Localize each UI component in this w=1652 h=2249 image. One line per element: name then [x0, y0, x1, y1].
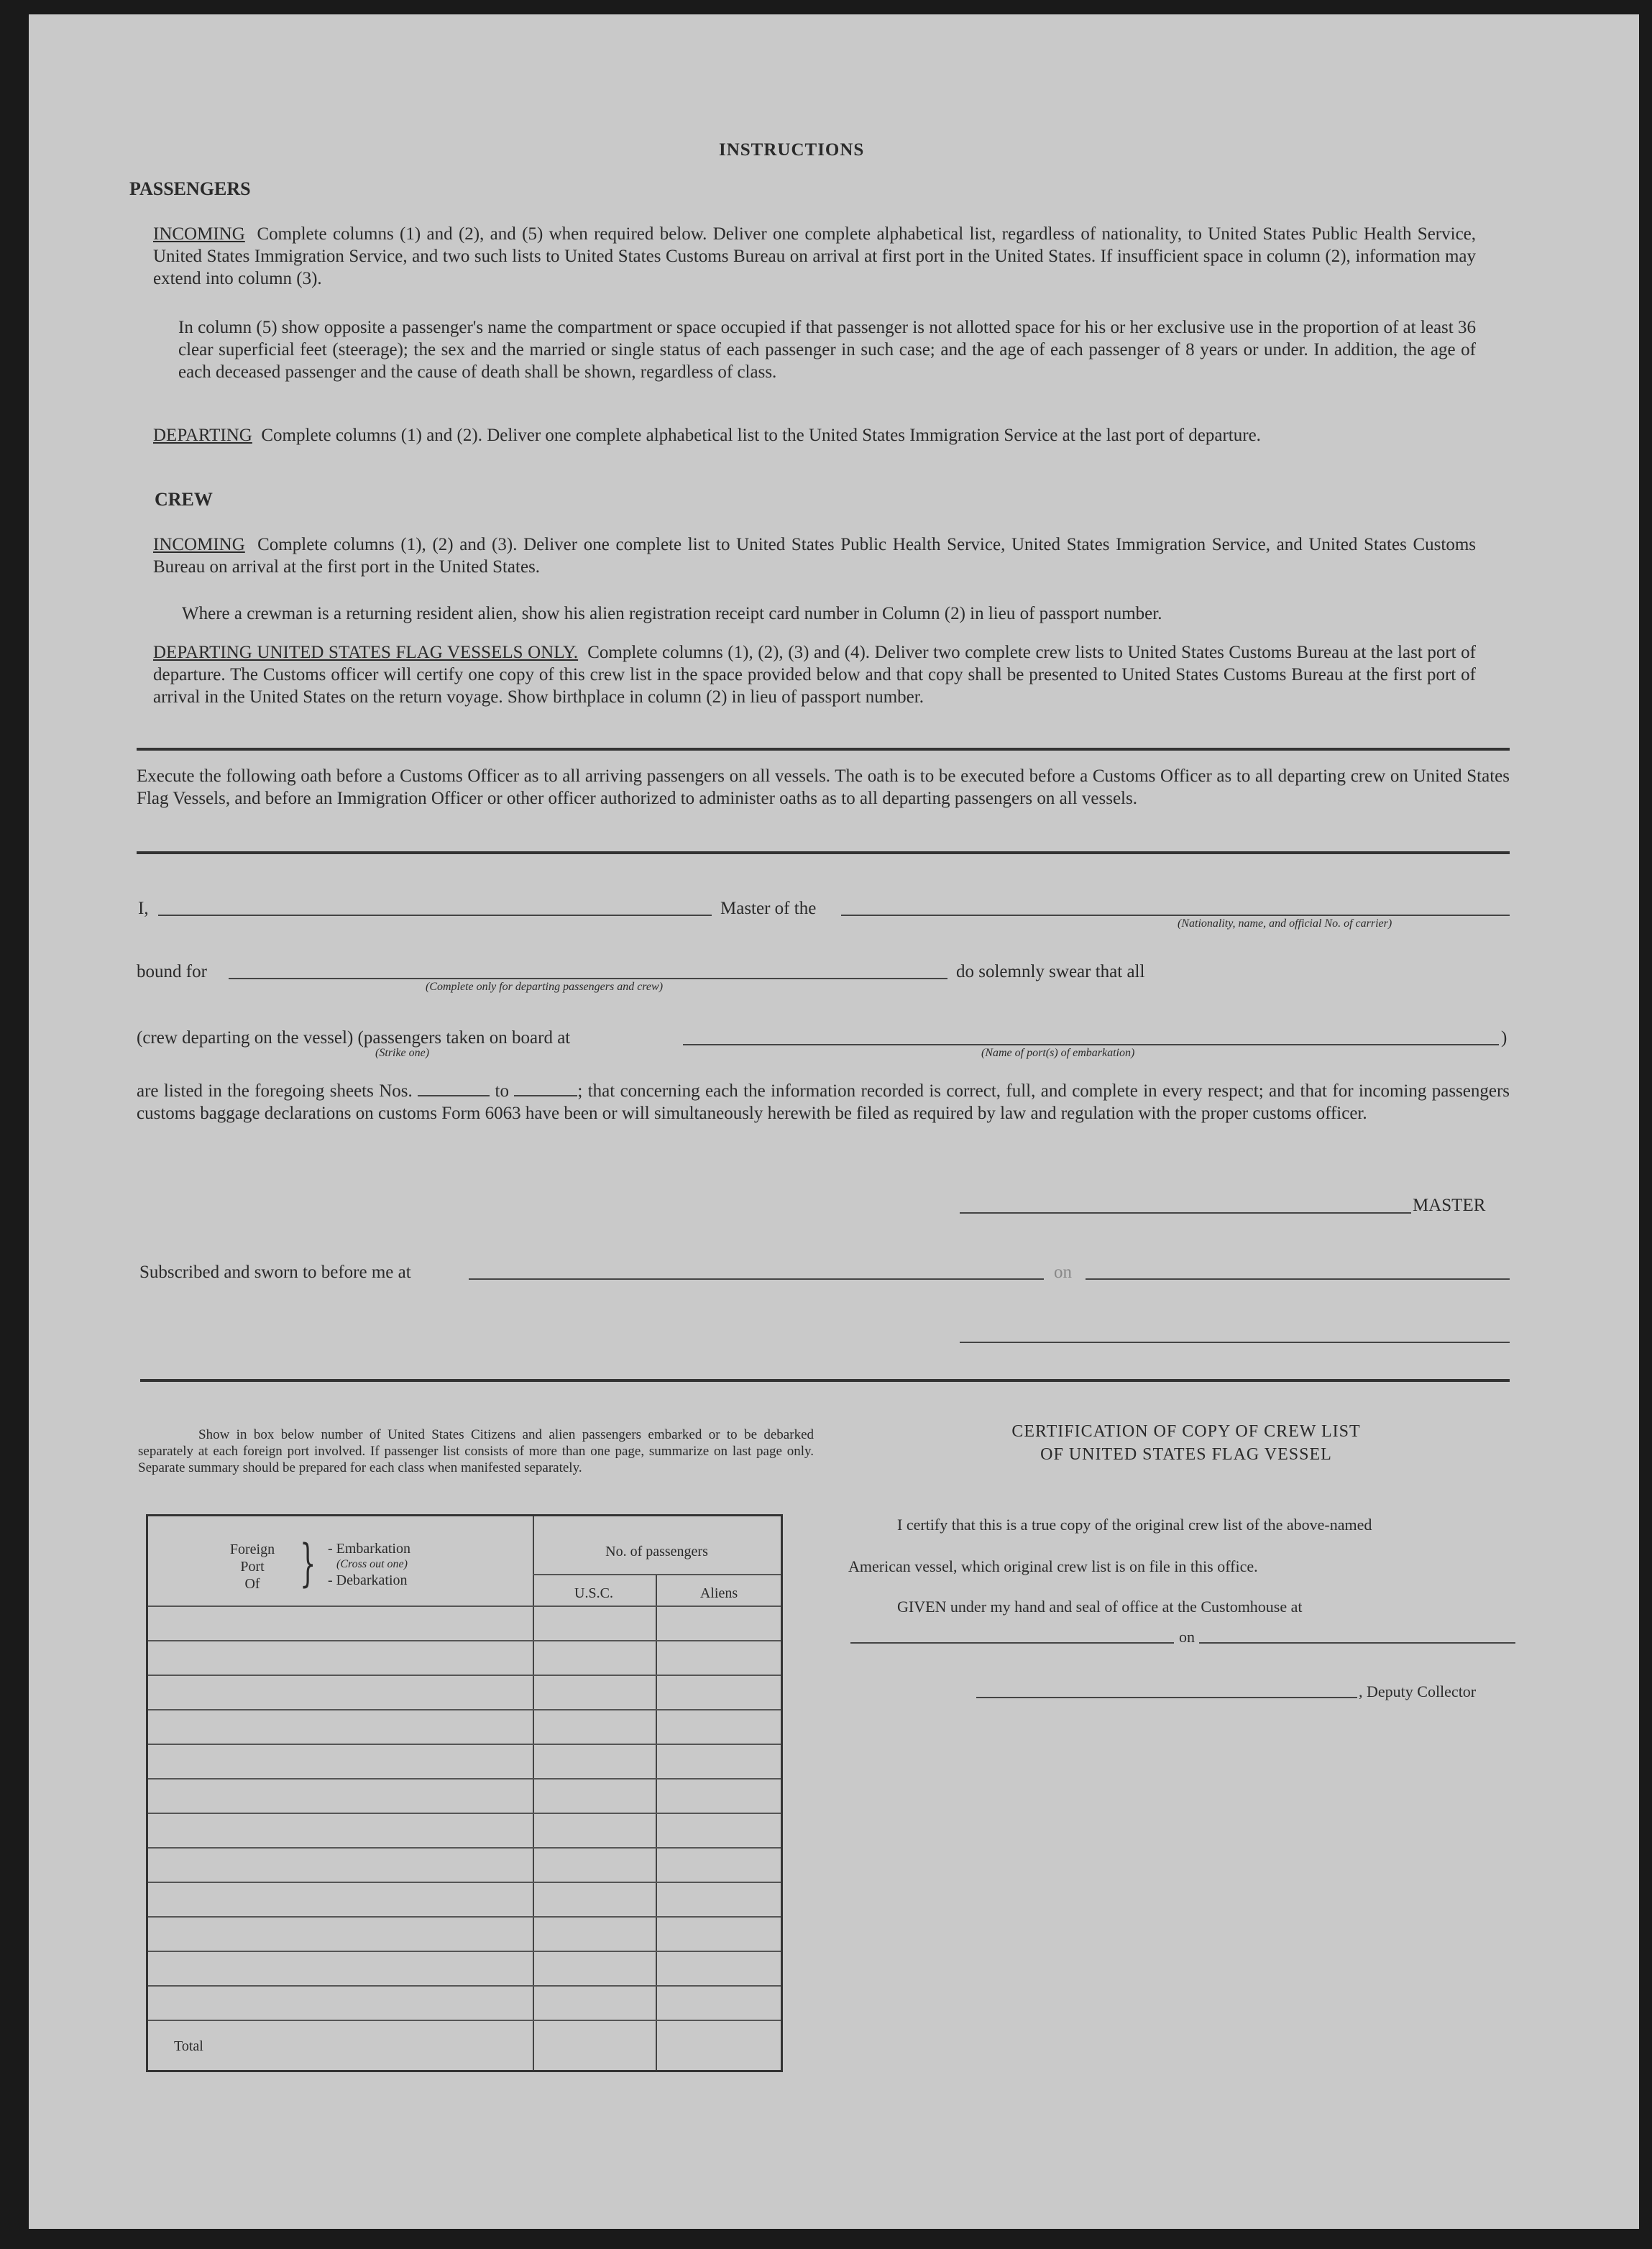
listed-paragraph [137, 1080, 1510, 1124]
subscribed-place-field[interactable] [469, 1278, 1044, 1280]
table-subheader-line [533, 1574, 781, 1575]
sheets-from-field[interactable] [418, 1082, 490, 1096]
table-row-line [148, 1744, 781, 1745]
crew-incoming-label: INCOMING [153, 535, 245, 554]
crew-incoming-text: Complete columns (1), (2) and (3). Deliver one complete list to United States Public Health Service, United States Immigration Service, and United States Customs Bureau on arrival at the first port in the United States. [153, 535, 1477, 577]
certification-on-label: on [1179, 1628, 1195, 1646]
table-header-line [148, 1606, 781, 1607]
listed-text-b: ; that concerning each the information recorded is correct, full, and complete in every respect; and that for incoming passengers customs baggage declarations on customs Form 6063 have been or will simultaneously herewith be filed as required by law and regulation with the proper customs officer. [137, 1081, 1510, 1123]
listed-to: to [495, 1081, 509, 1101]
carrier-field[interactable] [841, 915, 1510, 916]
passengers-column5-paragraph: In column (5) show opposite a passenger's name the compartment or space occupied if that passenger is not allotted space for his or her exclusive use in the proportion of at least 36 clear superficial feet (steerage); the sex and the married or single status of each passenger in such case; and the age of each passenger of 8 years or under. In addition, the age of each deceased passenger and the cause of death shall be shown, regardless of class. [178, 318, 1476, 382]
debarkation-label[interactable]: - Debarkation [328, 1572, 408, 1588]
passengers-incoming-label: INCOMING [153, 224, 245, 244]
bleed-through-text [920, 101, 930, 120]
table-col-divider-2 [656, 1574, 657, 2070]
crew-resident-paragraph: Where a crewman is a returning resident alien, show his alien registration receipt card number in Column (2) in lieu of passport number. [182, 604, 1162, 623]
table-col-divider-1 [533, 1516, 534, 2070]
table-row-line [148, 1813, 781, 1814]
col-port-line3: Of [244, 1576, 260, 1592]
ports-note: (Name of port(s) of embarkation) [981, 1047, 1135, 1059]
table-row-line [148, 1916, 781, 1918]
crew-departing-label: (crew departing on the vessel) (passengers taken on board at [137, 1028, 571, 1048]
table-row-line [148, 1640, 781, 1641]
ports-field[interactable] [683, 1044, 1499, 1045]
aliens-header: Aliens [699, 1585, 738, 1601]
officer-signature-field[interactable] [960, 1342, 1510, 1343]
col-port-line1: Foreign [229, 1542, 275, 1557]
certify-text-2: American vessel, which original crew list is on file in this office. [848, 1557, 1258, 1575]
embarkation-label[interactable]: - Embarkation [328, 1541, 410, 1557]
listed-text-a: are listed in the foregoing sheets Nos. [137, 1081, 413, 1101]
passengers-incoming-paragraph [153, 223, 1476, 290]
master-name-field[interactable] [158, 915, 712, 916]
passengers-departing-paragraph [153, 424, 1476, 446]
divider-rule-1 [137, 748, 1510, 751]
crew-departing-label: DEPARTING UNITED STATES FLAG VESSELS ONLY. [153, 643, 579, 662]
crew-incoming-paragraph [153, 533, 1476, 578]
crew-departing-paragraph [153, 641, 1476, 708]
customhouse-field[interactable] [850, 1642, 1174, 1644]
divider-rule-3 [140, 1379, 1510, 1382]
table-row-line [148, 1847, 781, 1849]
no-passengers-header: No. of passengers [605, 1544, 708, 1559]
given-text: GIVEN under my hand and seal of office at the Customhouse at [897, 1598, 1303, 1616]
subscribed-on-label: on [1054, 1263, 1072, 1282]
crew-departing-text: Complete columns (1), (2), (3) and (4). Deliver two complete crew lists to United States Customs Bureau at the last port of departure. The Customs officer will certify one copy of this crew list in the space provided below and that copy shall be presented to United States Customs Bureau at the first port of arrival in the United States on the return voyage. Show birthplace in column (2) in lieu of passport number. [153, 643, 1476, 707]
oath-intro-paragraph: Execute the following oath before a Customs Officer as to all arriving passengers on all vessels. The oath is to be executed before a Customs Officer as to all departing crew on United States Flag Vessels, and before an Immigration Officer or other officer authorized to administer oaths as to all departing passengers on all vessels. [137, 766, 1510, 808]
passengers-departing-label: DEPARTING [153, 426, 252, 445]
master-label: MASTER [1413, 1196, 1486, 1215]
do-solemnly-label: do solemnly swear that all [956, 962, 1145, 981]
col-port-header [213, 1541, 292, 1593]
page-title: INSTRUCTIONS [719, 140, 865, 160]
passenger-summary-table [146, 1514, 783, 2072]
deputy-collector-label: , Deputy Collector [1359, 1682, 1477, 1700]
certification-title-line1: CERTIFICATION OF COPY OF CREW LIST [1011, 1422, 1361, 1441]
certify-text-1: I certify that this is a true copy of the original crew list of the above-named [897, 1516, 1372, 1534]
table-row-line [148, 1985, 781, 1987]
bound-for-label: bound for [137, 962, 207, 981]
ports-close-paren: ) [1501, 1028, 1508, 1048]
form-page [29, 14, 1639, 2229]
table-row-line [148, 1882, 781, 1883]
cross-out-note: (Cross out one) [336, 1558, 408, 1570]
departing-note: (Complete only for departing passengers and crew) [426, 981, 664, 993]
sheets-to-field[interactable] [514, 1082, 577, 1096]
divider-rule-2 [137, 851, 1510, 854]
subscribed-date-field[interactable] [1086, 1278, 1510, 1280]
total-label: Total [174, 2038, 203, 2054]
table-row-line [148, 2020, 781, 2021]
master-of-the-label: Master of the [720, 899, 817, 918]
table-row-line [148, 1675, 781, 1676]
strike-one-note: (Strike one) [375, 1047, 430, 1059]
table-row-line [148, 1709, 781, 1710]
certification-title-line2: OF UNITED STATES FLAG VESSEL [1040, 1445, 1332, 1464]
deputy-collector-signature-field[interactable] [976, 1697, 1357, 1698]
col-port-line2: Port [240, 1559, 265, 1575]
subscribed-label: Subscribed and sworn to before me at [139, 1263, 411, 1282]
master-signature-field[interactable] [960, 1212, 1411, 1214]
table-row-line [148, 1951, 781, 1952]
oath-i-label: I, [138, 899, 149, 918]
certification-date-field[interactable] [1199, 1642, 1515, 1644]
passengers-heading: PASSENGERS [129, 178, 251, 199]
passengers-incoming-text: Complete columns (1) and (2), and (5) when required below. Deliver one complete alphabetical list, regardless of nationality, to United States Public Health Service, United States Immigration Service, and two such lists to United States Customs Bureau on arrival at first port in the United States. If insufficient space in column (2), information may extend into column (3). [153, 224, 1477, 288]
table-row-line [148, 1778, 781, 1779]
carrier-note: (Nationality, name, and official No. of carrier) [1178, 917, 1392, 930]
brace-icon: } [300, 1534, 316, 1593]
passengers-departing-text: Complete columns (1) and (2). Deliver one complete alphabetical list to the United States Immigration Service at the last port of departure. [261, 426, 1261, 445]
summary-instructions: Show in box below number of United States Citizens and alien passengers embarked or to be debarked separately at each foreign port involved. If passenger list consists of more than one page, summarize on last page only. Separate summary should be prepared for each class when manifested separately. [138, 1427, 814, 1475]
usc-header: U.S.C. [574, 1585, 613, 1601]
bound-for-field[interactable] [229, 978, 947, 979]
crew-heading: CREW [155, 489, 213, 510]
